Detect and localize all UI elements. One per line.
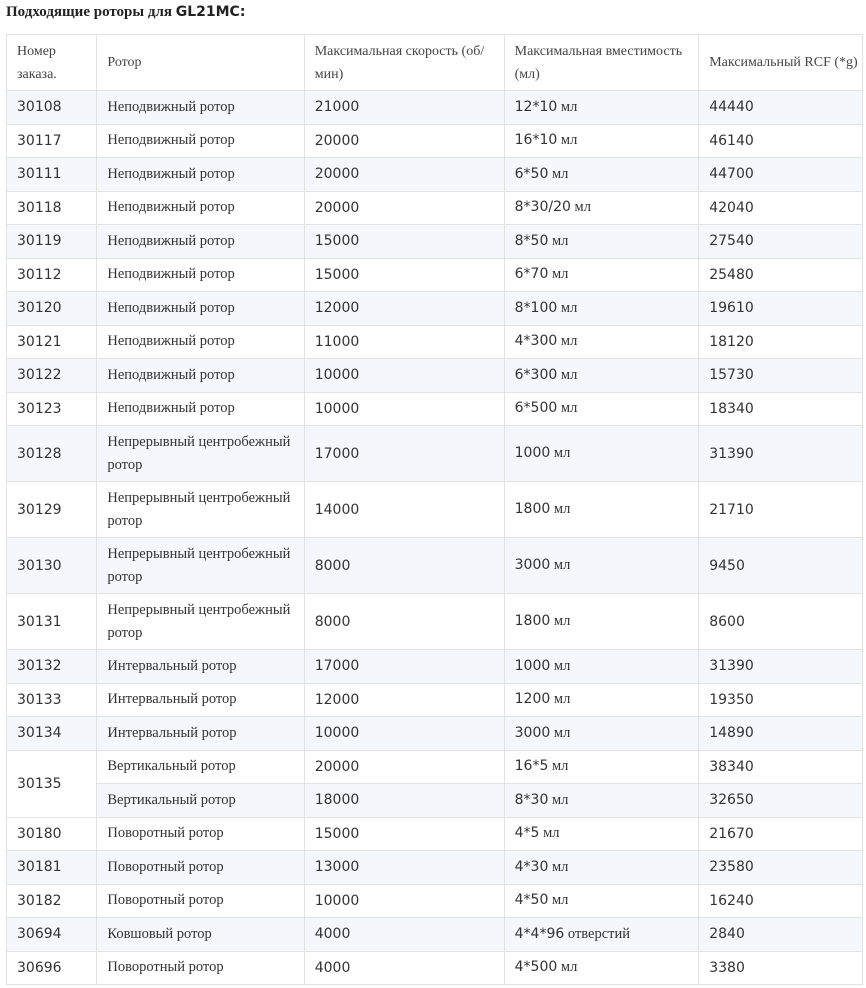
title-model: GL21MC:	[175, 4, 246, 20]
capacity-value: 4*50	[514, 892, 549, 909]
capacity-unit: мл	[548, 892, 569, 909]
cell-order: 30134	[7, 717, 97, 751]
capacity-unit: мл	[550, 657, 571, 674]
capacity-value: 6*300	[514, 366, 558, 383]
cell-speed: 10000	[304, 359, 504, 393]
header-rotor: Ротор	[97, 35, 304, 91]
cell-speed: 15000	[304, 225, 504, 259]
capacity-unit: мл	[550, 557, 571, 573]
cell-rcf: 18120	[699, 325, 863, 359]
cell-order: 30130	[7, 538, 97, 594]
capacity-unit: отверстий	[564, 925, 631, 942]
cell-speed: 21000	[304, 91, 504, 125]
capacity-unit: мл	[548, 758, 569, 775]
cell-order: 30111	[7, 158, 97, 192]
capacity-value: 4*5	[514, 825, 540, 842]
capacity-value: 16*5	[514, 758, 549, 775]
cell-speed: 17000	[304, 426, 504, 482]
capacity-unit: мл	[548, 791, 569, 808]
header-speed: Максимальная скорость (об/мин)	[304, 35, 504, 91]
cell-capacity	[504, 292, 699, 326]
capacity-value: 8*50	[514, 232, 549, 249]
cell-capacity	[504, 851, 699, 885]
capacity-value: 1800	[514, 613, 551, 629]
capacity-unit: мл	[557, 98, 578, 115]
cell-capacity	[504, 225, 699, 259]
cell-rotor: Ковшовый ротор	[97, 918, 304, 952]
cell-rotor: Поворотный ротор	[97, 817, 304, 851]
capacity-value: 6*50	[514, 165, 549, 182]
cell-rcf: 31390	[699, 426, 863, 482]
cell-rotor: Интервальный ротор	[97, 683, 304, 717]
cell-speed: 8000	[304, 538, 504, 594]
cell-rcf: 25480	[699, 258, 863, 292]
capacity-unit: мл	[570, 199, 591, 216]
cell-rotor: Неподвижный ротор	[97, 292, 304, 326]
table-row	[7, 158, 863, 192]
cell-speed: 15000	[304, 258, 504, 292]
header-rcf: Максимальный RCF (*g)	[699, 35, 863, 91]
cell-capacity	[504, 426, 699, 482]
cell-order: 30182	[7, 884, 97, 918]
cell-rotor: Интервальный ротор	[97, 717, 304, 751]
cell-order: 30131	[7, 594, 97, 650]
cell-speed: 10000	[304, 884, 504, 918]
cell-rcf: 16240	[699, 884, 863, 918]
cell-rotor: Неподвижный ротор	[97, 258, 304, 292]
cell-speed: 20000	[304, 191, 504, 225]
cell-speed: 20000	[304, 750, 504, 784]
cell-order: 30112	[7, 258, 97, 292]
cell-speed: 18000	[304, 784, 504, 818]
table-header-row	[7, 35, 863, 91]
cell-capacity	[504, 158, 699, 192]
cell-rotor: Поворотный ротор	[97, 851, 304, 885]
cell-rotor: Неподвижный ротор	[97, 91, 304, 125]
cell-rcf: 31390	[699, 650, 863, 684]
capacity-unit: мл	[550, 691, 571, 708]
table-row	[7, 392, 863, 426]
cell-speed: 12000	[304, 683, 504, 717]
cell-capacity	[504, 325, 699, 359]
capacity-value: 8*30/20	[514, 199, 571, 216]
cell-rcf: 3380	[699, 951, 863, 985]
cell-rcf: 46140	[699, 124, 863, 158]
cell-rcf: 18340	[699, 392, 863, 426]
cell-rcf: 21670	[699, 817, 863, 851]
table-row	[7, 258, 863, 292]
cell-order: 30181	[7, 851, 97, 885]
table-row	[7, 918, 863, 952]
cell-rotor: Поворотный ротор	[97, 951, 304, 985]
cell-order: 30133	[7, 683, 97, 717]
cell-capacity	[504, 650, 699, 684]
cell-capacity	[504, 717, 699, 751]
table-row	[7, 951, 863, 985]
cell-speed: 20000	[304, 158, 504, 192]
table-row	[7, 325, 863, 359]
cell-rcf: 32650	[699, 784, 863, 818]
cell-capacity	[504, 884, 699, 918]
cell-order: 30128	[7, 426, 97, 482]
table-row	[7, 292, 863, 326]
capacity-unit: мл	[550, 613, 571, 629]
capacity-unit: мл	[557, 333, 578, 350]
capacity-value: 1000	[514, 657, 551, 674]
cell-speed: 20000	[304, 124, 504, 158]
cell-capacity	[504, 124, 699, 158]
capacity-value: 1000	[514, 445, 551, 461]
cell-rotor: Непрерывный центробежный ротор	[97, 594, 304, 650]
cell-rcf: 2840	[699, 918, 863, 952]
cell-speed: 15000	[304, 817, 504, 851]
cell-capacity	[504, 91, 699, 125]
cell-rotor: Неподвижный ротор	[97, 392, 304, 426]
cell-speed: 10000	[304, 392, 504, 426]
capacity-value: 8*100	[514, 299, 558, 316]
capacity-unit: мл	[550, 445, 571, 461]
cell-order: 30119	[7, 225, 97, 259]
cell-order: 30117	[7, 124, 97, 158]
capacity-unit: мл	[550, 724, 571, 741]
table-row	[7, 91, 863, 125]
cell-capacity	[504, 784, 699, 818]
cell-order: 30123	[7, 392, 97, 426]
cell-speed: 10000	[304, 717, 504, 751]
cell-capacity	[504, 750, 699, 784]
capacity-value: 1800	[514, 501, 551, 517]
cell-speed: 12000	[304, 292, 504, 326]
capacity-value: 3000	[514, 557, 551, 573]
cell-order: 30122	[7, 359, 97, 393]
cell-order: 30696	[7, 951, 97, 985]
cell-rotor: Непрерывный центробежный ротор	[97, 538, 304, 594]
capacity-value: 8*30	[514, 791, 549, 808]
cell-capacity	[504, 683, 699, 717]
table-row	[7, 851, 863, 885]
cell-rotor: Неподвижный ротор	[97, 191, 304, 225]
title-prefix: Подходящие роторы для	[6, 4, 176, 20]
table-row	[7, 683, 863, 717]
table-row	[7, 191, 863, 225]
cell-rotor: Непрерывный центробежный ротор	[97, 426, 304, 482]
table-row	[7, 817, 863, 851]
cell-rcf: 19350	[699, 683, 863, 717]
capacity-unit: мл	[548, 266, 569, 283]
cell-speed: 11000	[304, 325, 504, 359]
capacity-unit: мл	[557, 132, 578, 149]
cell-rotor: Неподвижный ротор	[97, 124, 304, 158]
cell-order: 30132	[7, 650, 97, 684]
cell-speed: 8000	[304, 594, 504, 650]
cell-order: 30120	[7, 292, 97, 326]
cell-rotor: Вертикальный ротор	[97, 784, 304, 818]
cell-speed: 17000	[304, 650, 504, 684]
cell-order: 30118	[7, 191, 97, 225]
cell-rotor: Неподвижный ротор	[97, 158, 304, 192]
table-row	[7, 426, 863, 482]
capacity-value: 6*500	[514, 400, 558, 417]
cell-rotor: Вертикальный ротор	[97, 750, 304, 784]
cell-rcf: 44440	[699, 91, 863, 125]
cell-rcf: 14890	[699, 717, 863, 751]
cell-speed: 4000	[304, 918, 504, 952]
cell-rotor: Непрерывный центробежный ротор	[97, 482, 304, 538]
capacity-value: 4*30	[514, 858, 549, 875]
cell-rcf: 21710	[699, 482, 863, 538]
cell-rotor: Поворотный ротор	[97, 884, 304, 918]
table-row	[7, 594, 863, 650]
capacity-unit: мл	[557, 366, 578, 383]
cell-capacity	[504, 359, 699, 393]
capacity-value: 1200	[514, 691, 551, 708]
page-title	[6, 4, 245, 21]
cell-rcf: 23580	[699, 851, 863, 885]
cell-capacity	[504, 918, 699, 952]
table-row	[7, 124, 863, 158]
cell-capacity	[504, 594, 699, 650]
capacity-unit: мл	[557, 400, 578, 417]
capacity-unit: мл	[550, 501, 571, 517]
header-order: Номер заказа.	[7, 35, 97, 91]
capacity-value: 4*300	[514, 333, 558, 350]
cell-rotor: Неподвижный ротор	[97, 325, 304, 359]
cell-rcf: 27540	[699, 225, 863, 259]
cell-rcf: 19610	[699, 292, 863, 326]
cell-rotor: Интервальный ротор	[97, 650, 304, 684]
rotors-table	[6, 34, 863, 985]
cell-speed: 13000	[304, 851, 504, 885]
table-row	[7, 482, 863, 538]
cell-rotor: Неподвижный ротор	[97, 359, 304, 393]
table-row	[7, 538, 863, 594]
cell-order: 30180	[7, 817, 97, 851]
capacity-value: 4*4*96	[514, 925, 565, 942]
table-row	[7, 784, 863, 818]
cell-order: 30121	[7, 325, 97, 359]
table-row	[7, 225, 863, 259]
cell-rotor: Неподвижный ротор	[97, 225, 304, 259]
cell-order: 30129	[7, 482, 97, 538]
cell-capacity	[504, 538, 699, 594]
capacity-value: 16*10	[514, 132, 558, 149]
table-row	[7, 650, 863, 684]
cell-rcf: 44700	[699, 158, 863, 192]
cell-rcf: 8600	[699, 594, 863, 650]
capacity-unit: мл	[548, 232, 569, 249]
capacity-unit: мл	[548, 165, 569, 182]
cell-rcf: 9450	[699, 538, 863, 594]
cell-order: 30108	[7, 91, 97, 125]
capacity-value: 4*500	[514, 959, 558, 976]
capacity-value: 6*70	[514, 266, 549, 283]
table-row	[7, 750, 863, 784]
cell-speed: 14000	[304, 482, 504, 538]
header-capacity: Максимальная вместимость (мл)	[504, 35, 699, 91]
cell-rcf: 42040	[699, 191, 863, 225]
cell-capacity	[504, 258, 699, 292]
cell-order: 30135	[7, 750, 97, 817]
capacity-value: 12*10	[514, 98, 558, 115]
capacity-unit: мл	[557, 299, 578, 316]
table-body	[7, 91, 863, 985]
table-row	[7, 884, 863, 918]
cell-speed: 4000	[304, 951, 504, 985]
cell-capacity	[504, 482, 699, 538]
cell-order: 30694	[7, 918, 97, 952]
capacity-unit: мл	[539, 825, 560, 842]
cell-capacity	[504, 817, 699, 851]
cell-capacity	[504, 951, 699, 985]
capacity-value: 3000	[514, 724, 551, 741]
table-row	[7, 717, 863, 751]
table-row	[7, 359, 863, 393]
capacity-unit: мл	[557, 959, 578, 976]
cell-capacity	[504, 191, 699, 225]
cell-rcf: 15730	[699, 359, 863, 393]
cell-capacity	[504, 392, 699, 426]
cell-rcf: 38340	[699, 750, 863, 784]
capacity-unit: мл	[548, 858, 569, 875]
